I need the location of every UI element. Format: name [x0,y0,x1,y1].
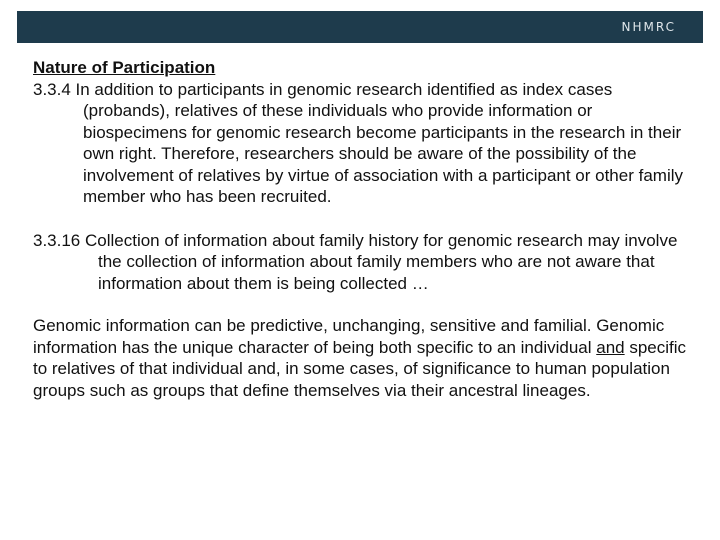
paragraph-text-start: Genomic information can be predictive, unchanging, sensitive and familial. Genomic information has the unique character of being both specific to an individual [33,316,665,357]
spacer [33,208,693,230]
section-heading: Nature of Participation [33,58,216,77]
header-bar [17,11,703,43]
paragraph-3-3-16: 3.3.16 Collection of information about family history for genomic research may involve the collection of information about family members who are not aware that information about them is being collected … [33,230,678,293]
spacer [33,294,693,315]
nhmrc-logo: NHMRC [621,20,676,34]
paragraph-genomic-information [33,315,693,401]
slide-content [33,57,693,401]
paragraph-3-3-4: 3.3.4 In addition to participants in genomic research identified as index cases (probands), relatives of these individuals who provide information or biospecimens for genomic research become participants in the research in their own right. Therefore, researchers should be aware of the possibility of the involvement of relatives by virtue of association with a participant or other family member who has been recruited. [33,79,683,206]
emphasis-and: and [596,337,625,357]
paragraph-text-end: specific to relatives of that individual and, in some cases, of significance to human population groups such as groups that define themselves via their ancestral lineages. [33,337,687,400]
